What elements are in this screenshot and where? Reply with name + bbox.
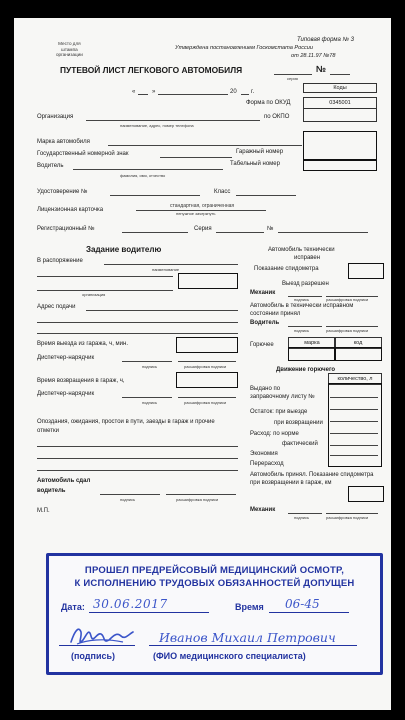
org-line-2 bbox=[37, 290, 173, 291]
fuel-row-1 bbox=[330, 397, 378, 398]
garage-no-label: Гаражный номер bbox=[236, 149, 284, 155]
reg-series-label: Серия bbox=[194, 226, 212, 232]
sign-hint-2: подпись bbox=[142, 400, 158, 405]
form-type: Типовая форма № 3 bbox=[297, 37, 354, 43]
fuel-label: Горючее bbox=[250, 342, 274, 348]
stamp-place-line-3: организации bbox=[56, 52, 83, 58]
depart-time-box bbox=[176, 337, 238, 353]
driver-sign-line bbox=[288, 326, 322, 327]
date-quote-open: « bbox=[132, 89, 136, 95]
date-year: 20 bbox=[230, 89, 237, 95]
plate-label: Государственный номерной знак bbox=[37, 151, 129, 157]
driver-line bbox=[73, 169, 223, 170]
year-line bbox=[241, 94, 249, 95]
mp-label: М.П. bbox=[37, 508, 50, 514]
sign-hint-5: подпись bbox=[294, 328, 310, 333]
accepted-odo-label: Автомобиль принял. Показание спидометра при возвращении в гараж, км bbox=[250, 472, 374, 486]
disposal-line-2 bbox=[37, 276, 173, 277]
number-line-2 bbox=[330, 74, 350, 75]
reg-num-line bbox=[278, 232, 368, 233]
decode-hint-5: расшифровка подписи bbox=[326, 328, 369, 333]
lic-card-label: Лицензионная карточка bbox=[37, 207, 104, 213]
okpo-value bbox=[303, 108, 377, 122]
fuel-row-2 bbox=[330, 409, 378, 410]
class-line bbox=[236, 195, 296, 196]
org-line bbox=[86, 120, 260, 121]
depart-time-label: Время выезда из гаража, ч, мин. bbox=[37, 341, 128, 347]
fuel-row-5 bbox=[330, 445, 378, 446]
stamp-place-line-1: Место для bbox=[58, 41, 81, 46]
medical-check-stamp bbox=[46, 553, 383, 675]
sign-hint-4: подпись bbox=[294, 297, 310, 302]
plate-line bbox=[160, 157, 232, 158]
stamp-line-2: К ИСПОЛНЕНИЮ ТРУДОВЫХ ОБЯЗАННОСТЕЙ ДОПУЩЕН bbox=[74, 578, 355, 589]
delays-line-2 bbox=[37, 458, 238, 459]
dispatcher-sign-line-2 bbox=[122, 397, 172, 398]
mechanic2-decode-line bbox=[326, 513, 378, 514]
rem-in-label: при возвращении bbox=[274, 420, 323, 426]
return-time-box bbox=[176, 372, 238, 388]
stamp-signature-line bbox=[59, 645, 135, 646]
org-label: Организация bbox=[37, 114, 74, 120]
reg-no-label: Регистрационный № bbox=[37, 226, 95, 232]
decode-hint-3: расшифровка подписи bbox=[176, 497, 219, 502]
return-time-label: Время возвращения в гараж, ч, bbox=[37, 378, 125, 384]
mechanic2-sign-line bbox=[288, 513, 322, 514]
mechanic-label-2: Механик bbox=[250, 507, 276, 513]
task-title: Задание водителю bbox=[86, 245, 162, 254]
number-line bbox=[274, 74, 312, 75]
stamp-date-value: 30.06.2017 bbox=[93, 597, 168, 611]
disposal-box bbox=[178, 273, 238, 289]
fuel-code-box bbox=[334, 347, 382, 361]
odo-box bbox=[348, 263, 384, 279]
handed-sign-line bbox=[100, 494, 160, 495]
decode-hint-4: расшифровка подписи bbox=[326, 297, 369, 302]
stamp-line-1: ПРОШЕЛ ПРЕДРЕЙСОВЫЙ МЕДИЦИНСКИЙ ОСМОТР, bbox=[84, 565, 345, 576]
issued-label: Выдано по заправочному листу № bbox=[250, 386, 315, 400]
org-hint: наименование, адрес, номер телефона bbox=[120, 123, 194, 128]
stamp-date-line bbox=[89, 612, 209, 613]
license-line bbox=[110, 195, 200, 196]
address-line bbox=[86, 310, 238, 311]
handed-label-2: водитель bbox=[37, 488, 66, 494]
stamp-fio-value: Иванов Михаил Петрович bbox=[159, 630, 336, 645]
approved-date: от 28.11.97 №78 bbox=[291, 53, 336, 59]
sign-hint-3: подпись bbox=[120, 497, 136, 502]
decode-hint-2: расшифровка подписи bbox=[184, 400, 227, 405]
disposal-hint: наименование bbox=[152, 267, 180, 272]
class-label: Класс bbox=[214, 189, 231, 195]
fuel-row-6 bbox=[330, 455, 378, 456]
stamp-time-value: 06-45 bbox=[285, 597, 320, 611]
date-quote-close: » bbox=[152, 89, 156, 95]
fuel-code: код bbox=[334, 337, 382, 349]
tech-ok-label: Автомобиль технически bbox=[268, 247, 335, 253]
stamp-signature-label: (подпись) bbox=[71, 651, 116, 661]
dispatcher-decode-line bbox=[178, 361, 236, 362]
year-abbr: г. bbox=[251, 89, 255, 95]
okpo-label: по ОКПО bbox=[264, 114, 290, 120]
fuel-brand: марка bbox=[288, 337, 336, 349]
driver-label-2: Водитель bbox=[250, 320, 280, 326]
dispatcher-label: Диспетчер-нарядчик bbox=[37, 355, 95, 361]
stamp-fio-label: (ФИО медицинского специалиста) bbox=[153, 651, 306, 661]
number-sign: № bbox=[316, 64, 327, 74]
handed-label-1: Автомобиль сдал bbox=[37, 478, 91, 484]
vehicle-codes-box bbox=[303, 131, 377, 161]
driver-hint: фамилия, имя, отчество bbox=[120, 173, 166, 178]
dispatcher-label-2: Диспетчер-нарядчик bbox=[37, 391, 95, 397]
sign-hint: подпись bbox=[142, 364, 158, 369]
driver-decode-line bbox=[326, 326, 378, 327]
mechanic-label: Механик bbox=[250, 290, 276, 296]
reg-series-line bbox=[216, 232, 264, 233]
fuel-brand-box bbox=[288, 347, 336, 361]
stamp-place-label bbox=[56, 42, 83, 58]
delays-line-1 bbox=[37, 446, 238, 447]
lic-card-hint: ненужное зачеркнуть bbox=[176, 211, 216, 216]
license-label: Удостоверение № bbox=[37, 189, 88, 195]
series-label: серия bbox=[287, 76, 298, 81]
lic-card-options: стандартная, ограниченная bbox=[170, 203, 235, 209]
stamp-place-line-2: штампа bbox=[61, 46, 78, 52]
overrun-label: Перерасход bbox=[250, 461, 284, 467]
approved-by: Утверждена постановлением Госкомстата России bbox=[175, 45, 314, 51]
exit-ok-label: Выезд разрешен bbox=[282, 281, 329, 287]
stamp-date-label: Дата: bbox=[61, 602, 85, 612]
reg-num-label: № bbox=[267, 226, 274, 232]
actual-label: фактический bbox=[282, 441, 318, 447]
decode-hint-6: расшифровка подписи bbox=[326, 515, 369, 520]
return-odo-box bbox=[348, 486, 384, 502]
form-title: ПУТЕВОЙ ЛИСТ ЛЕГКОВОГО АВТОМОБИЛЯ bbox=[60, 65, 243, 75]
address-line-3 bbox=[37, 333, 238, 334]
fuel-move-title: Движение горючего bbox=[276, 367, 336, 373]
tab-no-label: Табельный номер bbox=[230, 161, 280, 167]
delays-line-3 bbox=[37, 470, 238, 471]
car-make-line bbox=[108, 145, 302, 146]
org-hint-2: организация bbox=[82, 292, 106, 297]
stamp-time-label: Время bbox=[235, 602, 264, 612]
codes-header: Коды bbox=[303, 83, 377, 93]
fuel-row-3 bbox=[330, 421, 378, 422]
day-line bbox=[138, 94, 148, 95]
dispatcher-decode-line-2 bbox=[178, 397, 236, 398]
disposal-line bbox=[104, 264, 238, 265]
rem-out-label: Остаток: при выезде bbox=[250, 409, 308, 415]
disposal-label: В распоряжение bbox=[37, 258, 83, 264]
okud-value: 0345001 bbox=[303, 97, 377, 109]
address-label: Адрес подачи bbox=[37, 304, 76, 310]
tech-ok-label-2: исправен bbox=[294, 255, 321, 261]
stamp-time-line bbox=[269, 612, 349, 613]
odo-label: Показание спидометра bbox=[254, 266, 319, 272]
driver-label: Водитель bbox=[37, 163, 64, 169]
decode-hint: расшифровка подписи bbox=[184, 364, 227, 369]
month-line bbox=[158, 94, 228, 95]
fuel-row-4 bbox=[330, 433, 378, 434]
reg-no-line bbox=[122, 232, 188, 233]
dispatcher-sign-line bbox=[122, 361, 172, 362]
consumption-label: Расход: по норме bbox=[250, 431, 299, 437]
handed-decode-line bbox=[166, 494, 236, 495]
delays-label: Опоздания, ожидания, простои в пути, заезды в гараж и прочие отметки bbox=[37, 419, 215, 434]
car-make-label: Марка автомобиля bbox=[37, 139, 90, 145]
economy-label: Экономия bbox=[250, 451, 278, 457]
stamp-fio-line bbox=[149, 645, 357, 646]
accepted-label: Автомобиль в технически исправном состоянии принял bbox=[250, 303, 354, 317]
okud-label: Форма по ОКУД bbox=[246, 100, 291, 106]
tab-no-box bbox=[303, 159, 377, 171]
qty-header: количество, л bbox=[328, 373, 382, 385]
address-line-2 bbox=[37, 322, 238, 323]
sign-hint-6: подпись bbox=[294, 515, 310, 520]
